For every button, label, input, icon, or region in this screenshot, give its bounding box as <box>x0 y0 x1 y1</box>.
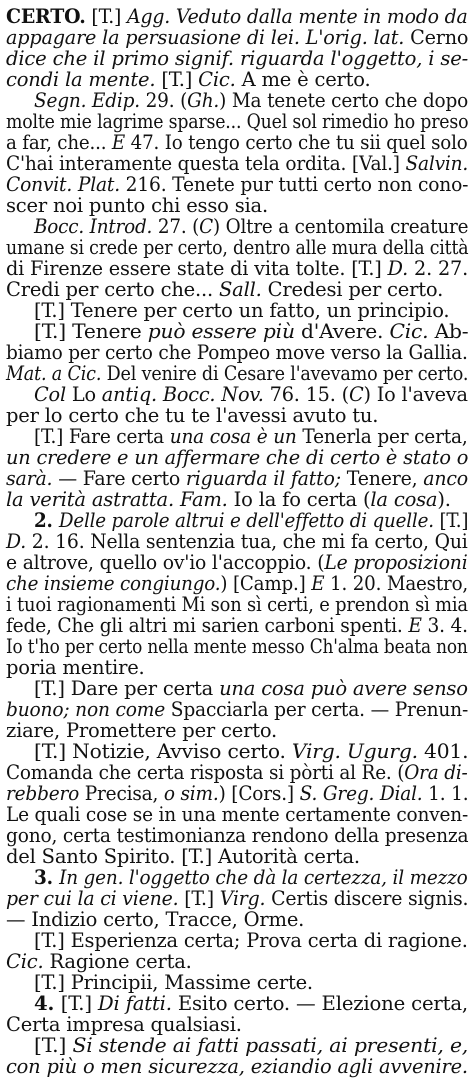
text-segment: Credi per certo che... <box>6 278 220 301</box>
italic-text: C <box>199 215 213 238</box>
text-line <box>6 803 468 826</box>
text-segment: Io t'ho per certo nella mente messo Ch'alma beata non <box>6 635 468 658</box>
text-line <box>6 236 468 259</box>
text-line <box>6 1013 242 1036</box>
dictionary-page <box>6 3 468 1079</box>
text-segment: A me è certo. <box>235 68 371 91</box>
italic-text: Segn. Edip. <box>34 89 140 112</box>
text-line <box>6 5 468 28</box>
text-segment: Comanda che certa risposta si pòrti al Re. ( <box>6 761 405 784</box>
text-line <box>6 47 468 70</box>
text-line <box>34 677 468 700</box>
italic-text: In gen. l'oggetto che dà la certezza, il mezzo <box>59 866 468 889</box>
text-segment: Io la fo certa ( <box>227 488 371 511</box>
text-line <box>6 341 468 364</box>
italic-text: Virg. Ugurg. <box>291 740 418 763</box>
text-segment: Le quali cose se in una mente certamente conven- <box>6 803 469 826</box>
text-segment: ) Oltre a centomila creature <box>212 215 469 238</box>
text-segment: gono, certa testimonianza rendono della presenza <box>6 824 469 847</box>
italic-text: anco <box>423 467 468 490</box>
text-line <box>6 593 468 616</box>
text-line <box>6 887 468 910</box>
italic-text: Sall. <box>219 278 262 301</box>
text-line <box>6 719 277 742</box>
italic-text: una cosa è un <box>169 425 297 448</box>
text-segment: — Indizio certo, Tracce, Orme. <box>6 908 305 931</box>
text-line <box>6 194 268 217</box>
italic-text: buono; non come <box>6 698 166 721</box>
text-line <box>6 551 468 574</box>
text-line <box>6 782 468 805</box>
text-segment: i tuoi ragionamenti Mi son sì certi, e prendon sì mia <box>6 593 468 616</box>
bold-text: CERTO. <box>6 5 86 28</box>
text-segment: [T.] Dare per certa <box>34 677 220 700</box>
text-segment: 76. 15. ( <box>263 383 349 406</box>
text-segment: 216. Tenete pur tutti certo non cono- <box>119 173 469 196</box>
text-segment: 27. ( <box>152 215 200 238</box>
text-line <box>6 278 443 301</box>
text-segment: ) [Camp.] <box>220 572 312 595</box>
text-segment: [T.] Tenere per certo un fatto, un principio. <box>34 299 450 322</box>
text-segment: [T.] <box>178 887 220 910</box>
italic-text: S. Greg. Dial. <box>299 782 423 805</box>
text-segment: Credesi per certo. <box>261 278 444 301</box>
italic-text: E <box>111 131 126 154</box>
italic-text: la cosa <box>370 488 438 511</box>
italic-text: Ora di- <box>404 761 468 784</box>
italic-text: un credere e un affermare che di certo è stato o <box>6 446 469 469</box>
text-line <box>34 425 468 448</box>
text-segment: [T.] <box>85 5 128 28</box>
text-segment: Spacciarla per certa. — Prenun- <box>165 698 469 721</box>
text-segment: Tenerla per certa, <box>296 425 468 448</box>
text-segment: Lo <box>65 383 102 406</box>
text-segment: di Firenze essere state di vita tolte. [T.] <box>6 257 388 280</box>
italic-text: Si stende ai fatti passati, ai presenti, e, <box>72 1034 469 1057</box>
text-segment: Esito certo. — Elezione certa, <box>171 992 468 1015</box>
text-segment: fede, Che gli altri mi sarien carboni spenti. <box>6 614 409 637</box>
text-segment: del Santo Spirito. [T.] Autorità certa. <box>6 845 360 868</box>
italic-text: Gh. <box>187 89 220 112</box>
text-segment: 1. 20. Maestro, <box>324 572 469 595</box>
text-line <box>6 362 468 385</box>
italic-text: Cic. <box>6 950 44 973</box>
text-segment: 47. Io tengo certo che tu sii quel solo <box>125 131 468 154</box>
text-segment: Tenere, <box>340 467 424 490</box>
italic-text: Le proposizioni <box>324 551 468 574</box>
text-segment: Certa impresa qualsiasi. <box>6 1013 242 1036</box>
text-segment: 401. <box>417 740 469 763</box>
text-line <box>34 1034 468 1057</box>
text-segment: [T.] Esperienza certa; Prova certa di ragione. <box>34 929 468 952</box>
italic-text: antiq. Bocc. Nov. <box>101 383 264 406</box>
italic-text: Agg. Veduto dalla mente in modo da <box>127 5 468 28</box>
text-line <box>34 866 468 889</box>
text-line <box>6 152 468 175</box>
text-line <box>6 635 468 658</box>
text-segment: 2. 16. Nella sentenzia tua, che mi fa certo, Qui <box>26 530 468 553</box>
text-line <box>34 383 468 406</box>
text-segment: [T.] Principii, Massime certe. <box>34 971 313 994</box>
text-segment: — Fare certo <box>52 467 186 490</box>
text-segment: [T.] Fare certa <box>34 425 170 448</box>
italic-text: la verità astratta. Fam. <box>6 488 228 511</box>
text-segment: d'Avere. <box>294 320 390 343</box>
text-segment: ) [Cors.] <box>218 782 300 805</box>
italic-text: Di fatti. <box>97 992 172 1015</box>
text-line <box>6 845 360 868</box>
text-segment: [T.] <box>155 68 199 91</box>
italic-text: o sim. <box>163 782 219 805</box>
text-line <box>34 509 468 532</box>
italic-text: che insieme congiungo. <box>6 572 221 595</box>
text-segment: Cerno <box>404 26 469 49</box>
italic-text: D. <box>6 530 27 553</box>
text-line <box>6 68 371 91</box>
text-line <box>6 173 468 196</box>
text-line <box>34 992 468 1015</box>
italic-text: Cic. <box>198 68 236 91</box>
text-line <box>6 131 468 154</box>
italic-text: C <box>348 383 364 406</box>
text-line <box>6 257 468 280</box>
text-line <box>6 446 468 469</box>
text-line <box>6 110 468 133</box>
text-line <box>34 299 449 322</box>
italic-text: per cui la ci viene. <box>6 887 179 910</box>
italic-text: condi la mente. <box>6 68 156 91</box>
text-line <box>6 467 468 490</box>
text-line <box>6 908 304 931</box>
italic-text: riguarda il fatto; <box>185 467 341 490</box>
text-segment: molte mie lagrime sparse... Quel sol rimedio ho preso <box>6 110 469 133</box>
text-segment: a far, che... <box>6 131 112 154</box>
text-segment: ) Ma tenete certo che dopo <box>219 89 469 112</box>
text-line <box>34 215 468 238</box>
text-segment: biamo per certo che Pompeo move verso la Gallia. <box>6 341 468 364</box>
italic-text: D. <box>387 257 409 280</box>
text-segment: 3. 4. <box>421 614 468 637</box>
text-line <box>34 89 468 112</box>
italic-text: Mat. a Cic. <box>6 362 102 385</box>
text-line <box>6 404 378 427</box>
text-segment: umane si crede per certo, dentro alle mura della città <box>6 236 469 259</box>
text-segment: ) Io l'aveva <box>363 383 468 406</box>
text-line <box>6 614 468 637</box>
italic-text: può essere più <box>147 320 295 343</box>
text-segment: C'hai interamente questa tela ordita. [Val.] <box>6 152 406 175</box>
text-segment: Ragione certa. <box>43 950 192 973</box>
text-segment: 29. ( <box>139 89 188 112</box>
text-segment: poria mentire. <box>6 656 145 679</box>
text-segment: [T.] Tenere <box>34 320 148 343</box>
italic-text: sarà. <box>6 467 53 490</box>
italic-text: rebbero <box>6 782 80 805</box>
text-line <box>6 488 451 511</box>
text-line <box>34 320 468 343</box>
text-segment: [T.] <box>60 992 98 1015</box>
text-segment: [T.] <box>433 509 469 532</box>
text-line <box>6 572 468 595</box>
italic-text: Salvin. <box>405 152 469 175</box>
text-line <box>6 1055 468 1078</box>
text-segment: 2. 27. <box>408 257 469 280</box>
text-segment: scer noi punto chi esso sia. <box>6 194 268 217</box>
italic-text: con più o men sicurezza, eziandio agli avvenire. <box>6 1055 468 1078</box>
bold-text: 4. <box>34 992 61 1015</box>
text-line <box>6 656 145 679</box>
text-line <box>34 740 468 763</box>
text-line <box>34 929 468 952</box>
italic-text: Virg. <box>219 887 266 910</box>
text-segment: per lo certo che tu te l'avessi avuto tu. <box>6 404 379 427</box>
text-segment: ziare, Promettere per certo. <box>6 719 278 742</box>
italic-text: Cic. <box>389 320 429 343</box>
italic-text: appagare la persuasione di lei. L'orig. lat. <box>6 26 405 49</box>
text-segment: ). <box>437 488 451 511</box>
text-segment: Precisa, <box>79 782 164 805</box>
italic-text: una cosa può avere senso <box>219 677 468 700</box>
italic-text: Bocc. Introd. <box>34 215 153 238</box>
italic-text: Col <box>34 383 66 406</box>
text-segment: 1. 1. <box>422 782 469 805</box>
text-line <box>6 698 468 721</box>
italic-text: dice che il primo signif. riguarda l'oggetto, i se- <box>6 47 469 70</box>
text-segment: Certis discere signis. <box>265 887 469 910</box>
text-segment: [T.] <box>34 1034 73 1057</box>
italic-text: E <box>311 572 325 595</box>
text-line <box>6 26 468 49</box>
bold-text: 3. <box>34 866 60 889</box>
text-line <box>6 950 192 973</box>
italic-text: E <box>408 614 422 637</box>
text-line <box>6 761 468 784</box>
italic-text: Convit. Plat. <box>6 173 120 196</box>
bold-text: 2. <box>34 509 59 532</box>
text-line <box>34 971 313 994</box>
text-line <box>6 824 468 847</box>
text-segment: Del venire di Cesare l'avevamo per certo. <box>101 362 469 385</box>
italic-text: Delle parole altrui e dell'effetto di quelle. <box>58 509 434 532</box>
text-segment: [T.] Notizie, Avviso certo. <box>34 740 292 763</box>
text-line <box>6 530 468 553</box>
text-segment: e altrove, quello ov'io l'accoppio. ( <box>6 551 325 574</box>
text-segment: Ab- <box>428 320 469 343</box>
